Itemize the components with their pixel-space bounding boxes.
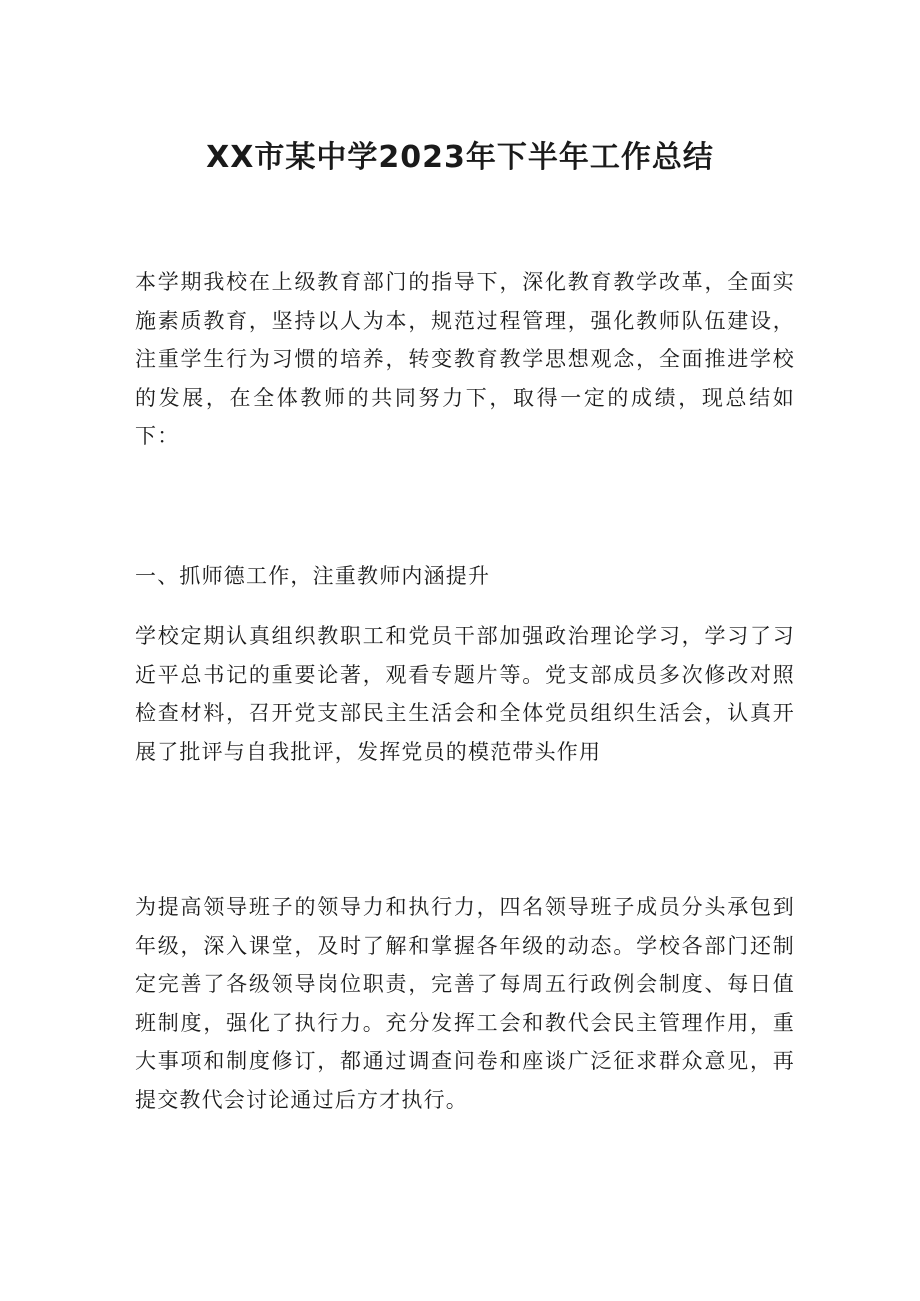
intro-paragraph: 本学期我校在上级教育部门的指导下，深化教育教学改革，全面实施素质教育，坚持以人为本，规范过程管理，强化教师队伍建设，注重学生行为习惯的培养，转变教育教学思想观念，全面推进学校的发展，在全体教师的共同努力下，取得一定的成绩，现总结如下： — [135, 270, 795, 448]
body-paragraph: 学校定期认真组织教职工和党员干部加强政治理论学习，学习了习近平总书记的重要论著，观看专题片等。党支部成员多次修改对照检查材料，召开党支部民主生活会和全体党员组织生活会，认真开展了批评与自我批评，发挥党员的模范带头作用 — [135, 624, 795, 764]
section-heading: 一、抓师德工作，注重教师内涵提升 — [135, 564, 491, 588]
document-title: XX市某中学2023年下半年工作总结 — [206, 140, 714, 175]
body-paragraph: 为提高领导班子的领导力和执行力，四名领导班子成员分头承包到年级，深入课堂，及时了解和掌握各年级的动态。学校各部门还制定完善了各级领导岗位职责，完善了每周五行政例会制度、每日值班制度，强化了执行力。充分发挥工会和教代会民主管理作用，重大事项和制度修订，都通过调查问卷和座谈广泛征求群众意见，再提交教代会讨论通过后方才执行。 — [135, 895, 795, 1112]
